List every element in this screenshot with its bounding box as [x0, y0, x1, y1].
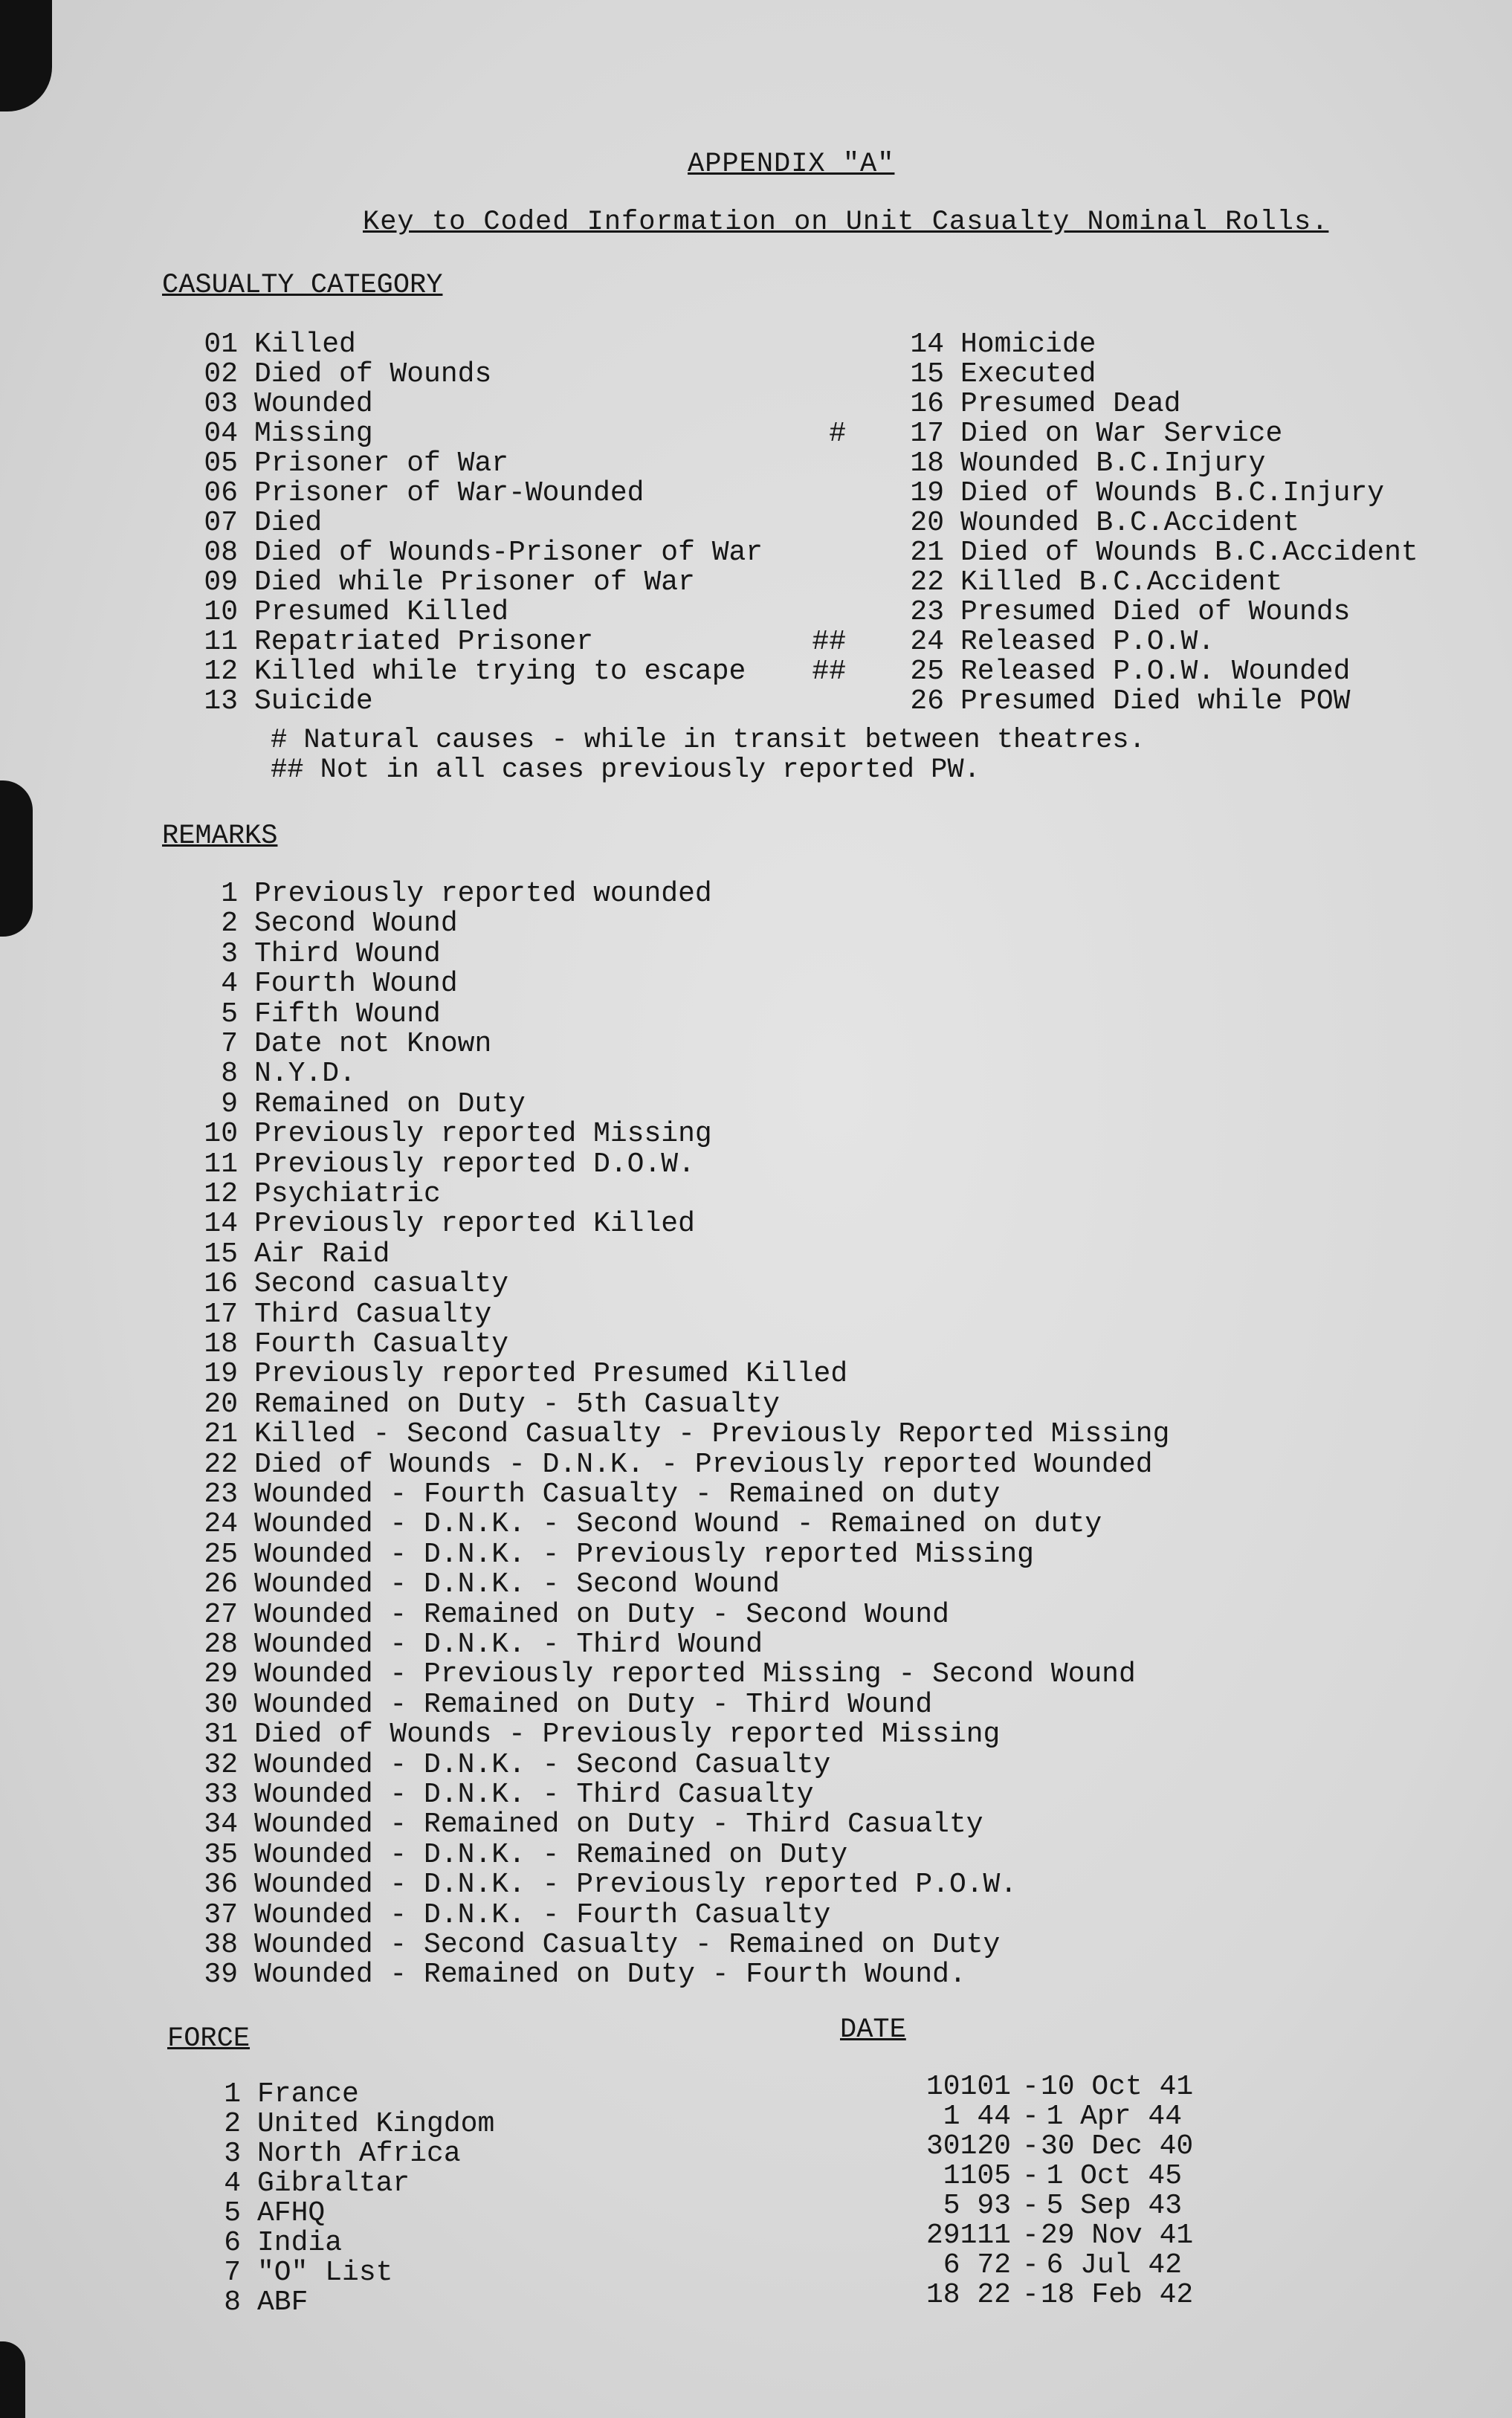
item-code: 22 [204, 1448, 238, 1481]
item-label: Died [254, 507, 323, 539]
item-code: 29 [204, 1658, 238, 1691]
item-code: 13 [204, 685, 238, 717]
item-label: Gibraltar [257, 2168, 410, 2199]
footnote: ## Not in all cases previously reported PW. [271, 754, 980, 786]
item-label: Prisoner of War [254, 447, 509, 479]
item-code: 15 [204, 1238, 238, 1270]
item-label: Previously reported Missing [254, 1118, 712, 1151]
item-label: Wounded - D.N.K. - Third Casualty [254, 1779, 814, 1811]
item-code: 38 [204, 1929, 238, 1961]
item-code: 17 [204, 1298, 238, 1331]
casualty-category-heading: CASUALTY CATEGORY [162, 270, 443, 301]
item-code: 14 [204, 1208, 238, 1241]
item-code: 23 [204, 1478, 238, 1510]
item-label: Wounded - Remained on Duty - Third Casualty [254, 1808, 983, 1841]
item-code: 09 [204, 566, 238, 598]
page-title: APPENDIX "A" [688, 149, 895, 180]
item-code: 39 [204, 1959, 238, 1991]
date-code: 1 44 [943, 2101, 1011, 2133]
item-code: 14 [910, 329, 944, 361]
item-label: Released P.O.W. [960, 626, 1215, 658]
item-code: 3 [224, 2138, 241, 2170]
item-label: North Africa [257, 2138, 461, 2170]
item-code: 02 [204, 358, 238, 390]
date-code: 10101 [925, 2071, 1011, 2103]
date-value: 1 Oct 45 [1046, 2160, 1182, 2192]
item-code: 35 [204, 1838, 238, 1871]
item-code: 08 [204, 537, 238, 569]
item-code: 2 [224, 2108, 241, 2140]
item-code: 18 [204, 1328, 238, 1360]
item-code: 6 [224, 2227, 241, 2259]
item-code: 7 [224, 2257, 241, 2289]
item-code: 8 [224, 2286, 241, 2318]
item-code: 05 [204, 447, 238, 479]
item-label: Third Casualty [254, 1298, 492, 1331]
item-label: "O" List [257, 2257, 393, 2289]
item-code: 21 [204, 1418, 238, 1451]
item-label: Date not Known [254, 1028, 492, 1060]
item-code: 4 [221, 968, 238, 1001]
item-label: Presumed Died while POW [960, 685, 1351, 717]
date-value: 5 Sep 43 [1046, 2190, 1182, 2222]
date-code: 30120 [925, 2130, 1011, 2162]
date-separator: - [1022, 2160, 1039, 2192]
date-value: 6 Jul 42 [1046, 2249, 1182, 2281]
date-value: 30 Dec 40 [1041, 2130, 1194, 2162]
remarks-heading: REMARKS [162, 821, 278, 852]
item-code: 03 [204, 388, 238, 420]
item-code: 33 [204, 1779, 238, 1811]
date-code: 1105 [943, 2160, 1011, 2192]
item-code: 4 [224, 2168, 241, 2199]
item-code: 31 [204, 1719, 238, 1751]
item-label: Killed - Second Casualty - Previously Reported Missing [254, 1418, 1170, 1451]
item-label: Wounded - D.N.K. - Previously reported Missing [254, 1538, 1034, 1571]
item-label: Died of Wounds B.C.Accident [960, 537, 1418, 569]
item-code: 1 [221, 878, 238, 910]
item-label: Repatriated Prisoner [254, 626, 594, 658]
item-label: Remained on Duty - 5th Casualty [254, 1388, 780, 1420]
footnote-mark: # [829, 418, 846, 450]
item-label: Killed B.C.Accident [960, 566, 1283, 598]
item-code: 11 [204, 626, 238, 658]
item-code: 04 [204, 418, 238, 450]
item-label: Homicide [960, 329, 1096, 361]
item-label: Died of Wounds-Prisoner of War [254, 537, 763, 569]
item-code: 11 [204, 1148, 238, 1180]
item-code: 32 [204, 1748, 238, 1781]
item-label: Air Raid [254, 1238, 390, 1270]
item-label: N.Y.D. [254, 1058, 356, 1090]
item-code: 30 [204, 1688, 238, 1721]
date-value: 1 Apr 44 [1046, 2101, 1182, 2133]
item-code: 8 [221, 1058, 238, 1090]
item-label: Executed [960, 358, 1096, 390]
item-label: Wounded - D.N.K. - Fourth Casualty [254, 1898, 831, 1931]
date-separator: - [1022, 2130, 1039, 2162]
item-label: AFHQ [257, 2197, 326, 2229]
item-label: Suicide [254, 685, 373, 717]
date-code: 6 72 [943, 2249, 1011, 2281]
item-label: Previously reported Killed [254, 1208, 695, 1241]
item-code: 28 [204, 1629, 238, 1661]
torn-edge [0, 0, 52, 111]
item-code: 10 [204, 1118, 238, 1151]
item-label: Killed while trying to escape [254, 656, 746, 688]
item-label: Fourth Wound [254, 968, 458, 1001]
item-label: Presumed Dead [960, 388, 1181, 420]
date-separator: - [1022, 2220, 1039, 2251]
footnote-mark: ## [812, 656, 846, 688]
date-separator: - [1022, 2249, 1039, 2281]
item-code: 26 [910, 685, 944, 717]
item-code: 06 [204, 477, 238, 509]
item-code: 9 [221, 1087, 238, 1120]
item-label: Died while Prisoner of War [254, 566, 695, 598]
item-code: 23 [910, 596, 944, 628]
item-label: Second Wound [254, 908, 458, 940]
date-heading: DATE [840, 2014, 906, 2046]
item-label: Missing [254, 418, 373, 450]
item-code: 17 [910, 418, 944, 450]
item-label: Wounded - D.N.K. - Third Wound [254, 1629, 763, 1661]
item-label: France [257, 2078, 359, 2110]
date-separator: - [1022, 2279, 1039, 2311]
date-separator: - [1022, 2101, 1039, 2133]
item-label: Died of Wounds [254, 358, 492, 390]
item-code: 5 [221, 998, 238, 1030]
item-label: Died on War Service [960, 418, 1283, 450]
item-code: 1 [224, 2078, 241, 2110]
item-label: Previously reported Presumed Killed [254, 1358, 848, 1391]
item-code: 2 [221, 908, 238, 940]
date-separator: - [1022, 2071, 1039, 2103]
date-separator: - [1022, 2190, 1039, 2222]
item-code: 24 [910, 626, 944, 658]
item-code: 10 [204, 596, 238, 628]
item-label: Killed [254, 329, 356, 361]
item-label: Third Wound [254, 937, 441, 970]
item-code: 26 [204, 1568, 238, 1601]
item-code: 12 [204, 1178, 238, 1210]
item-code: 20 [910, 507, 944, 539]
page-subtitle: Key to Coded Information on Unit Casualty Nominal Rolls. [363, 207, 1329, 238]
item-label: Previously reported D.O.W. [254, 1148, 695, 1180]
item-code: 18 [910, 447, 944, 479]
item-label: Previously reported wounded [254, 878, 712, 910]
item-code: 16 [910, 388, 944, 420]
item-code: 3 [221, 937, 238, 970]
force-heading: FORCE [167, 2023, 251, 2055]
item-label: Wounded - D.N.K. - Second Wound - Remained on duty [254, 1508, 1102, 1541]
item-label: Wounded - Previously reported Missing - Second Wound [254, 1658, 1136, 1691]
item-code: 19 [910, 477, 944, 509]
item-label: India [257, 2227, 343, 2259]
item-label: Wounded - D.N.K. - Second Wound [254, 1568, 780, 1601]
item-code: 01 [204, 329, 238, 361]
item-code: 7 [221, 1028, 238, 1060]
item-label: Second casualty [254, 1268, 509, 1301]
date-value: 29 Nov 41 [1041, 2220, 1194, 2251]
item-label: Wounded B.C.Injury [960, 447, 1266, 479]
item-code: 22 [910, 566, 944, 598]
item-label: Died of Wounds B.C.Injury [960, 477, 1385, 509]
item-label: Wounded - Fourth Casualty - Remained on duty [254, 1478, 1001, 1510]
item-code: 27 [204, 1598, 238, 1631]
item-label: Wounded - Remained on Duty - Fourth Wound. [254, 1959, 966, 1991]
item-code: 25 [204, 1538, 238, 1571]
item-code: 34 [204, 1808, 238, 1841]
torn-edge [0, 2341, 25, 2418]
item-label: Fourth Casualty [254, 1328, 509, 1360]
item-label: Wounded - D.N.K. - Second Casualty [254, 1748, 831, 1781]
item-code: 37 [204, 1898, 238, 1931]
item-label: United Kingdom [257, 2108, 495, 2140]
date-code: 29111 [925, 2220, 1011, 2251]
item-code: 21 [910, 537, 944, 569]
item-label: Prisoner of War-Wounded [254, 477, 644, 509]
item-code: 16 [204, 1268, 238, 1301]
item-code: 24 [204, 1508, 238, 1541]
footnote-mark: ## [812, 626, 846, 658]
item-label: Wounded - D.N.K. - Remained on Duty [254, 1838, 848, 1871]
item-code: 15 [910, 358, 944, 390]
item-label: Remained on Duty [254, 1087, 526, 1120]
item-label: Presumed Killed [254, 596, 509, 628]
item-label: Wounded B.C.Accident [960, 507, 1300, 539]
date-code: 18 22 [925, 2279, 1011, 2311]
item-code: 25 [910, 656, 944, 688]
item-code: 19 [204, 1358, 238, 1391]
item-label: Psychiatric [254, 1178, 441, 1210]
item-label: Wounded [254, 388, 373, 420]
torn-edge [0, 780, 33, 937]
item-label: Wounded - Remained on Duty - Third Wound [254, 1688, 933, 1721]
item-label: Wounded - Second Casualty - Remained on Duty [254, 1929, 1001, 1961]
footnote: # Natural causes - while in transit between theatres. [271, 725, 1146, 756]
item-label: ABF [257, 2286, 308, 2318]
date-value: 18 Feb 42 [1041, 2279, 1194, 2311]
item-label: Fifth Wound [254, 998, 441, 1030]
item-label: Presumed Died of Wounds [960, 596, 1351, 628]
item-label: Died of Wounds - Previously reported Missing [254, 1719, 1001, 1751]
date-value: 10 Oct 41 [1041, 2071, 1194, 2103]
item-code: 20 [204, 1388, 238, 1420]
item-label: Released P.O.W. Wounded [960, 656, 1351, 688]
item-label: Died of Wounds - D.N.K. - Previously reported Wounded [254, 1448, 1153, 1481]
item-label: Wounded - D.N.K. - Previously reported P.O.W. [254, 1869, 1018, 1901]
item-code: 36 [204, 1869, 238, 1901]
date-code: 5 93 [943, 2190, 1011, 2222]
item-code: 5 [224, 2197, 241, 2229]
item-code: 12 [204, 656, 238, 688]
item-label: Wounded - Remained on Duty - Second Wound [254, 1598, 949, 1631]
item-code: 07 [204, 507, 238, 539]
